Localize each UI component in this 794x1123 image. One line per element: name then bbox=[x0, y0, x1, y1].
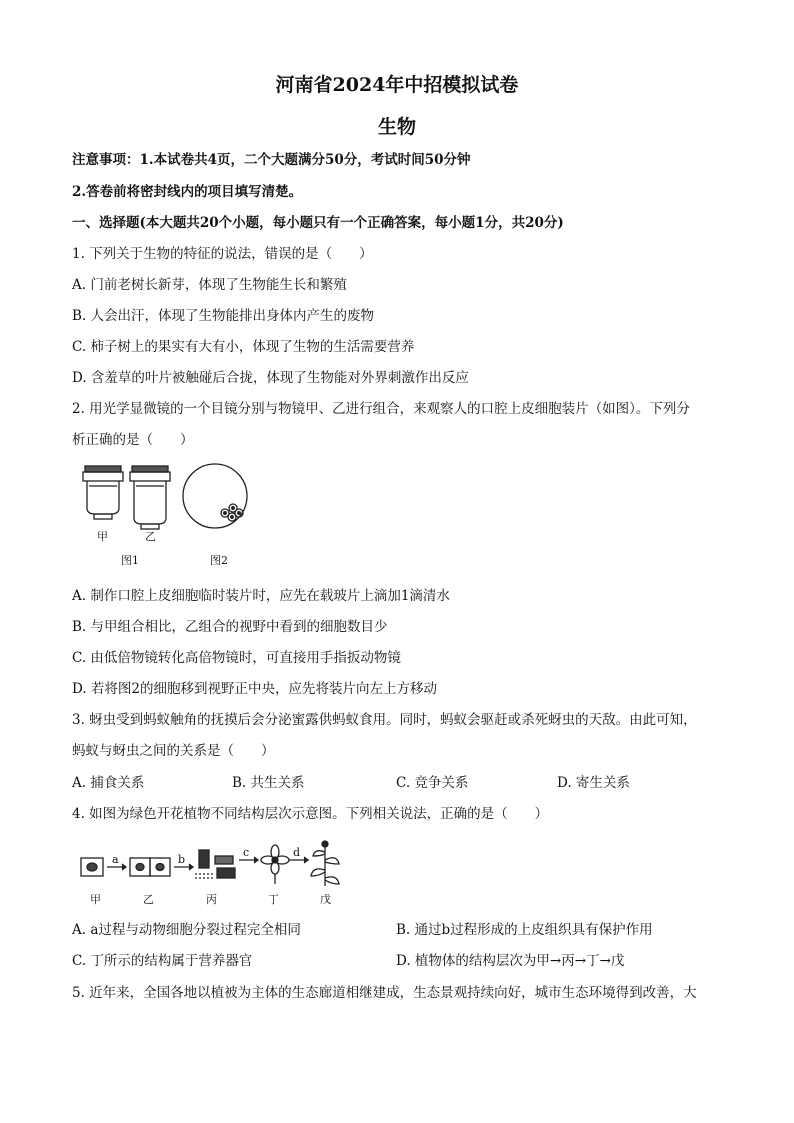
q4-arrow-label-c: c bbox=[243, 846, 250, 859]
q4-fig-label-ding: 丁 bbox=[268, 893, 279, 906]
q1-option-c: C. 柿子树上的果实有大有小，体现了生物的生活需要营养 bbox=[72, 339, 415, 355]
two-cells-drawing bbox=[130, 858, 170, 876]
q4-fig-label-jia: 甲 bbox=[90, 893, 101, 906]
field-of-view-drawing bbox=[183, 464, 247, 528]
tissues-drawing bbox=[195, 850, 235, 878]
q1-option-a: A. 门前老树长新芽，体现了生物能生长和繁殖 bbox=[72, 277, 347, 293]
q4-option-a: A. a过程与动物细胞分裂过程完全相同 bbox=[72, 922, 301, 938]
q4-fig-label-wu: 戊 bbox=[320, 893, 331, 906]
q3-stem-line-1: 3. 蚜虫受到蚂蚁触角的抚摸后会分泌蜜露供蚂蚁食用。同时，蚂蚁会驱赶或杀死蚜虫的天敌。由此可知， bbox=[72, 712, 697, 728]
fig-label-yi: 乙 bbox=[145, 530, 156, 543]
q4-option-c: C. 丁所示的结构属于营养器官 bbox=[72, 953, 253, 969]
subject-title: 生物 bbox=[377, 116, 416, 138]
q1-stem: 1. 下列关于生物的特征的说法，错误的是（ ） bbox=[72, 246, 373, 262]
q3-stem-line-2: 蚂蚁与蚜虫之间的关系是（ ） bbox=[72, 743, 275, 759]
objective-jia-drawing bbox=[83, 466, 123, 519]
q1-option-b: B. 人会出汗，体现了生物能排出身体内产生的废物 bbox=[72, 308, 375, 324]
q2-option-c: C. 由低倍物镜转化高倍物镜时，可直接用手指扳动物镜 bbox=[72, 650, 401, 666]
plant-drawing bbox=[311, 841, 339, 886]
q4-option-b: B. 通过b过程形成的上皮组织具有保护作用 bbox=[396, 922, 653, 938]
q5-stem-line-1: 5. 近年来，全国各地以植被为主体的生态廊道相继建成，生态景观持续向好，城市生态环境得到改善，大 bbox=[72, 985, 697, 1001]
q4-arrow-label-b: b bbox=[178, 853, 186, 866]
flower-drawing bbox=[261, 845, 289, 884]
fig2-caption: 图2 bbox=[210, 554, 228, 567]
section-heading: 一、选择题(本大题共20个小题，每小题只有一个正确答案，每小题1分，共20分) bbox=[72, 215, 564, 231]
page-title: 河南省2024年中招模拟试卷 bbox=[275, 74, 519, 96]
q2-option-a: A. 制作口腔上皮细胞临时装片时，应先在载玻片上滴加1滴清水 bbox=[72, 588, 450, 604]
q4-option-d: D. 植物体的结构层次为甲→丙→丁→戊 bbox=[396, 953, 625, 969]
q4-arrow-label-d: d bbox=[293, 846, 301, 859]
notes-line-1: 注意事项：1.本试卷共4页，二个大题满分50分，考试时间50分钟 bbox=[72, 152, 471, 168]
fig1-caption: 图1 bbox=[121, 554, 139, 567]
q3-option-c: C. 竞争关系 bbox=[396, 775, 469, 791]
q2-stem-line-2: 析正确的是（ ） bbox=[72, 432, 194, 448]
q3-option-b: B. 共生关系 bbox=[232, 775, 305, 791]
q4-fig-label-bing: 丙 bbox=[206, 893, 217, 906]
q3-option-a: A. 捕食关系 bbox=[72, 775, 145, 791]
fig-label-jia: 甲 bbox=[97, 530, 108, 543]
q2-figure bbox=[75, 458, 260, 570]
q2-option-b: B. 与甲组合相比，乙组合的视野中看到的细胞数目少 bbox=[72, 619, 388, 635]
q3-option-d: D. 寄生关系 bbox=[557, 775, 630, 791]
objective-yi-drawing bbox=[130, 466, 170, 529]
q4-fig-label-yi: 乙 bbox=[143, 893, 154, 906]
q4-arrow-label-a: a bbox=[112, 853, 119, 866]
q2-option-d: D. 若将图2的细胞移到视野正中央，应先将装片向左上方移动 bbox=[72, 681, 438, 697]
q4-stem: 4. 如图为绿色开花植物不同结构层次示意图。下列相关说法，正确的是（ ） bbox=[72, 806, 549, 822]
q2-stem-line-1: 2. 用光学显微镜的一个目镜分别与物镜甲、乙进行组合，来观察人的口腔上皮细胞装片（如图）。下列分 bbox=[72, 401, 690, 417]
notes-line-2: 2.答卷前将密封线内的项目填写清楚。 bbox=[72, 184, 303, 200]
single-cell-drawing bbox=[81, 858, 103, 876]
q1-option-d: D. 含羞草的叶片被触碰后合拢，体现了生物能对外界刺激作出反应 bbox=[72, 370, 469, 386]
